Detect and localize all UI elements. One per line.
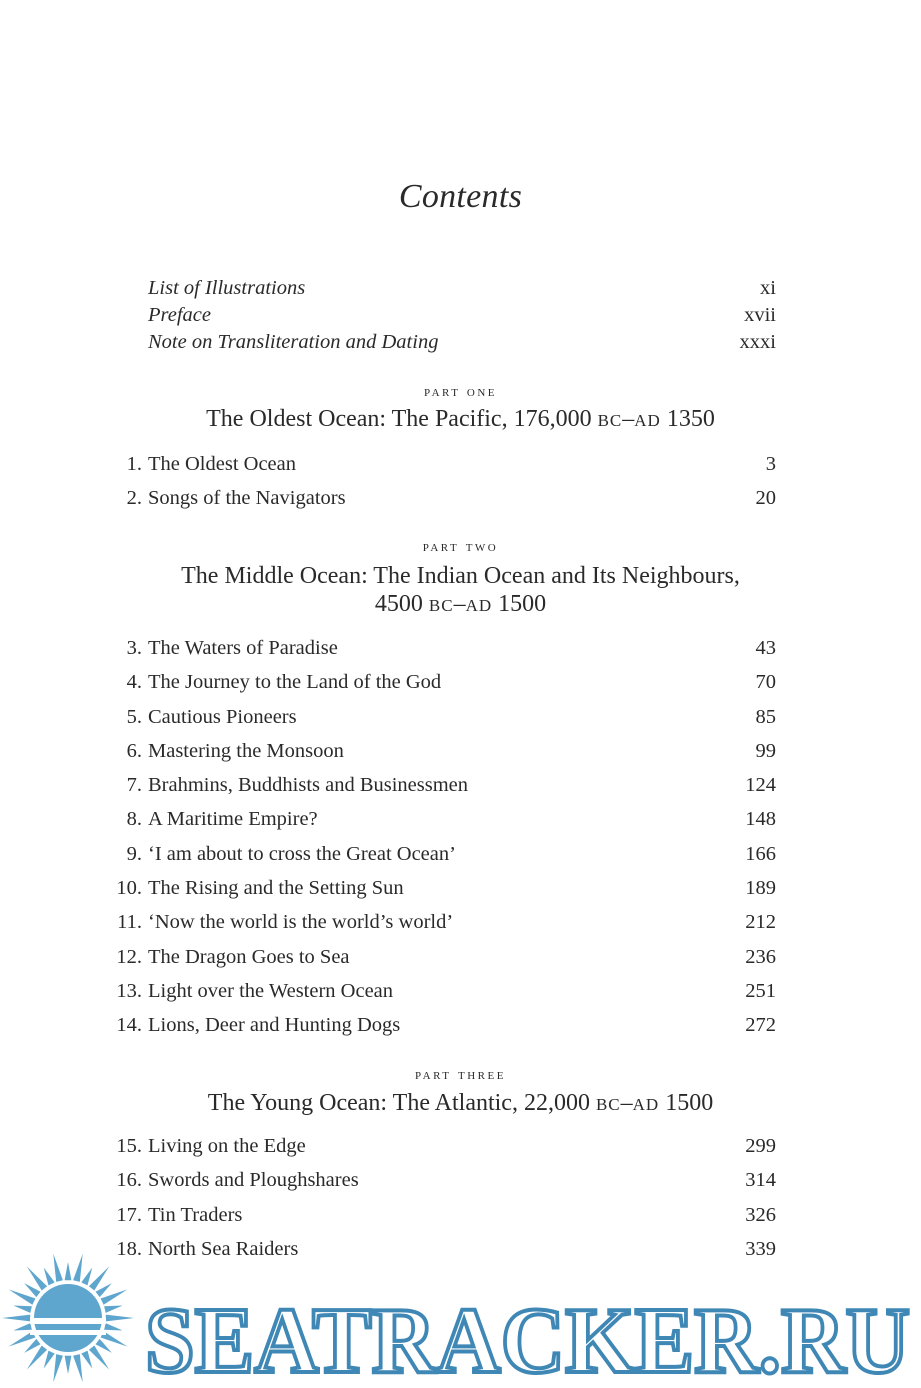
chapter-title: ‘Now the world is the world’s world’ xyxy=(148,911,454,933)
chapter-title: Living on the Edge xyxy=(148,1135,306,1157)
era-label: ad xyxy=(632,1090,660,1116)
toc-chapter-3[interactable] xyxy=(0,633,921,663)
chapter-page: 314 xyxy=(745,1169,776,1191)
page-title: Contents xyxy=(398,178,523,215)
chapter-title: A Maritime Empire? xyxy=(148,808,318,830)
chapter-page: 339 xyxy=(745,1238,776,1260)
chapter-title: The Oldest Ocean xyxy=(148,453,296,475)
chapter-page: 85 xyxy=(755,706,776,728)
chapter-number: 4. xyxy=(126,671,142,693)
sun-ray xyxy=(24,1339,40,1353)
chapter-page: 236 xyxy=(745,946,776,968)
watermark-text: SEATRACKER.RU xyxy=(145,1289,910,1388)
sun-ray xyxy=(96,1339,112,1353)
sun-ray xyxy=(101,1289,128,1304)
entry-page: xxxi xyxy=(739,331,776,353)
sun-ray xyxy=(9,1289,36,1304)
sun-ray xyxy=(2,1315,30,1322)
chapter-title: Tin Traders xyxy=(148,1204,243,1226)
era-label: bc xyxy=(428,591,454,617)
chapter-title: Cautious Pioneers xyxy=(148,706,297,728)
chapter-number: 5. xyxy=(126,706,142,728)
chapter-title: The Dragon Goes to Sea xyxy=(148,946,350,968)
toc-chapter-4[interactable] xyxy=(0,667,921,697)
era-label: bc xyxy=(597,406,623,432)
chapter-title: North Sea Raiders xyxy=(148,1238,299,1260)
era-label: bc xyxy=(595,1090,621,1116)
chapter-page: 272 xyxy=(745,1014,776,1036)
sun-ray xyxy=(13,1323,32,1330)
chapter-title: Swords and Ploughshares xyxy=(148,1169,359,1191)
toc-chapter-12[interactable] xyxy=(0,942,921,972)
chapter-title: The Waters of Paradise xyxy=(148,637,338,659)
toc-chapter-2[interactable] xyxy=(0,483,921,513)
part-one-label: part one xyxy=(423,383,498,400)
toc-chapter-6[interactable] xyxy=(0,736,921,766)
toc-chapter-10[interactable] xyxy=(0,873,921,903)
entry-title: Note on Transliteration and Dating xyxy=(148,331,439,353)
sun-ray xyxy=(53,1354,63,1382)
toc-chapter-16[interactable] xyxy=(0,1165,921,1195)
chapter-page: 326 xyxy=(745,1204,776,1226)
toc-chapter-7[interactable] xyxy=(0,770,921,800)
chapter-number: 13. xyxy=(116,980,142,1002)
era-label: ad xyxy=(465,591,493,617)
chapter-title: Songs of the Navigators xyxy=(148,487,346,509)
toc-chapter-1[interactable] xyxy=(0,449,921,479)
part-two-label: part two xyxy=(422,538,499,555)
chapter-title: The Rising and the Setting Sun xyxy=(148,877,404,899)
sun-ray xyxy=(44,1351,55,1369)
sun-ray xyxy=(13,1306,32,1313)
part-one-title: The Oldest Ocean: The Pacific, 176,000 bc–ad 1350 xyxy=(206,406,715,432)
chapter-page: 299 xyxy=(745,1135,776,1157)
chapter-number: 12. xyxy=(116,946,142,968)
part-two-title: The Middle Ocean: The Indian Ocean and Its Neighbours, 4500 bc–ad 1500 xyxy=(181,563,740,617)
sun-ray xyxy=(104,1306,123,1313)
chapter-number: 15. xyxy=(116,1135,142,1157)
toc-entry-preface[interactable] xyxy=(0,300,921,330)
toc-chapter-15[interactable] xyxy=(0,1131,921,1161)
sun-ray xyxy=(81,1351,92,1369)
sun-ray xyxy=(44,1268,55,1286)
chapter-title: Light over the Western Ocean xyxy=(148,980,394,1002)
chapter-page: 166 xyxy=(745,843,776,865)
toc-chapter-11[interactable] xyxy=(0,907,921,937)
toc-chapter-9[interactable] xyxy=(0,839,921,869)
part-three-label: part three xyxy=(415,1066,506,1083)
chapter-number: 9. xyxy=(126,843,142,865)
sun-ray xyxy=(104,1323,123,1330)
watermark xyxy=(0,1250,921,1388)
chapter-page: 3 xyxy=(765,453,776,475)
chapter-number: 7. xyxy=(126,774,142,796)
part-three-title: The Young Ocean: The Atlantic, 22,000 bc–ad 1500 xyxy=(207,1090,714,1116)
chapter-number: 16. xyxy=(116,1169,142,1191)
chapter-page: 189 xyxy=(745,877,776,899)
chapter-page: 43 xyxy=(755,637,776,659)
sun-icon xyxy=(2,1254,134,1383)
chapter-number: 8. xyxy=(126,808,142,830)
chapter-page: 148 xyxy=(745,808,776,830)
chapter-number: 14. xyxy=(116,1014,142,1036)
chapter-title: ‘I am about to cross the Great Ocean’ xyxy=(148,843,456,865)
toc-chapter-14[interactable] xyxy=(0,1010,921,1040)
sun-ray xyxy=(24,1283,40,1297)
chapter-number: 3. xyxy=(126,637,142,659)
chapter-title: Lions, Deer and Hunting Dogs xyxy=(148,1014,401,1036)
toc-chapter-13[interactable] xyxy=(0,976,921,1006)
sun-ray xyxy=(65,1356,72,1374)
entry-title: Preface xyxy=(148,304,211,326)
era-label: ad xyxy=(634,406,661,432)
chapter-title: The Journey to the Land of the God xyxy=(148,671,442,693)
toc-entry-note[interactable] xyxy=(0,327,921,357)
chapter-number: 2. xyxy=(126,487,142,509)
chapter-title: Brahmins, Buddhists and Businessmen xyxy=(148,774,469,796)
chapter-page: 212 xyxy=(745,911,776,933)
sun-ray xyxy=(73,1354,83,1382)
entry-title: List of Illustrations xyxy=(148,277,306,299)
sun-ray xyxy=(81,1268,92,1286)
chapter-page: 251 xyxy=(745,980,776,1002)
chapter-number: 10. xyxy=(116,877,142,899)
chapter-title: Mastering the Monsoon xyxy=(148,740,344,762)
chapter-number: 11. xyxy=(117,911,142,933)
entry-page: xi xyxy=(760,277,776,299)
chapter-number: 17. xyxy=(116,1204,142,1226)
entry-page: xvii xyxy=(744,304,776,326)
toc-chapter-5[interactable] xyxy=(0,702,921,732)
chapter-page: 124 xyxy=(745,774,776,796)
sun-ray xyxy=(73,1254,83,1282)
chapter-page: 70 xyxy=(755,671,776,693)
toc-entry-illustrations[interactable] xyxy=(0,273,921,303)
chapter-page: 20 xyxy=(755,487,776,509)
chapter-number: 1. xyxy=(126,453,142,475)
sun-ray xyxy=(65,1262,72,1280)
toc-chapter-8[interactable] xyxy=(0,804,921,834)
sun-ray xyxy=(96,1283,112,1297)
sun-ray xyxy=(106,1315,134,1322)
chapter-page: 99 xyxy=(755,740,776,762)
sun-ray xyxy=(53,1254,63,1282)
toc-chapter-17[interactable] xyxy=(0,1200,921,1230)
chapter-number: 18. xyxy=(116,1238,142,1260)
chapter-number: 6. xyxy=(126,740,142,762)
